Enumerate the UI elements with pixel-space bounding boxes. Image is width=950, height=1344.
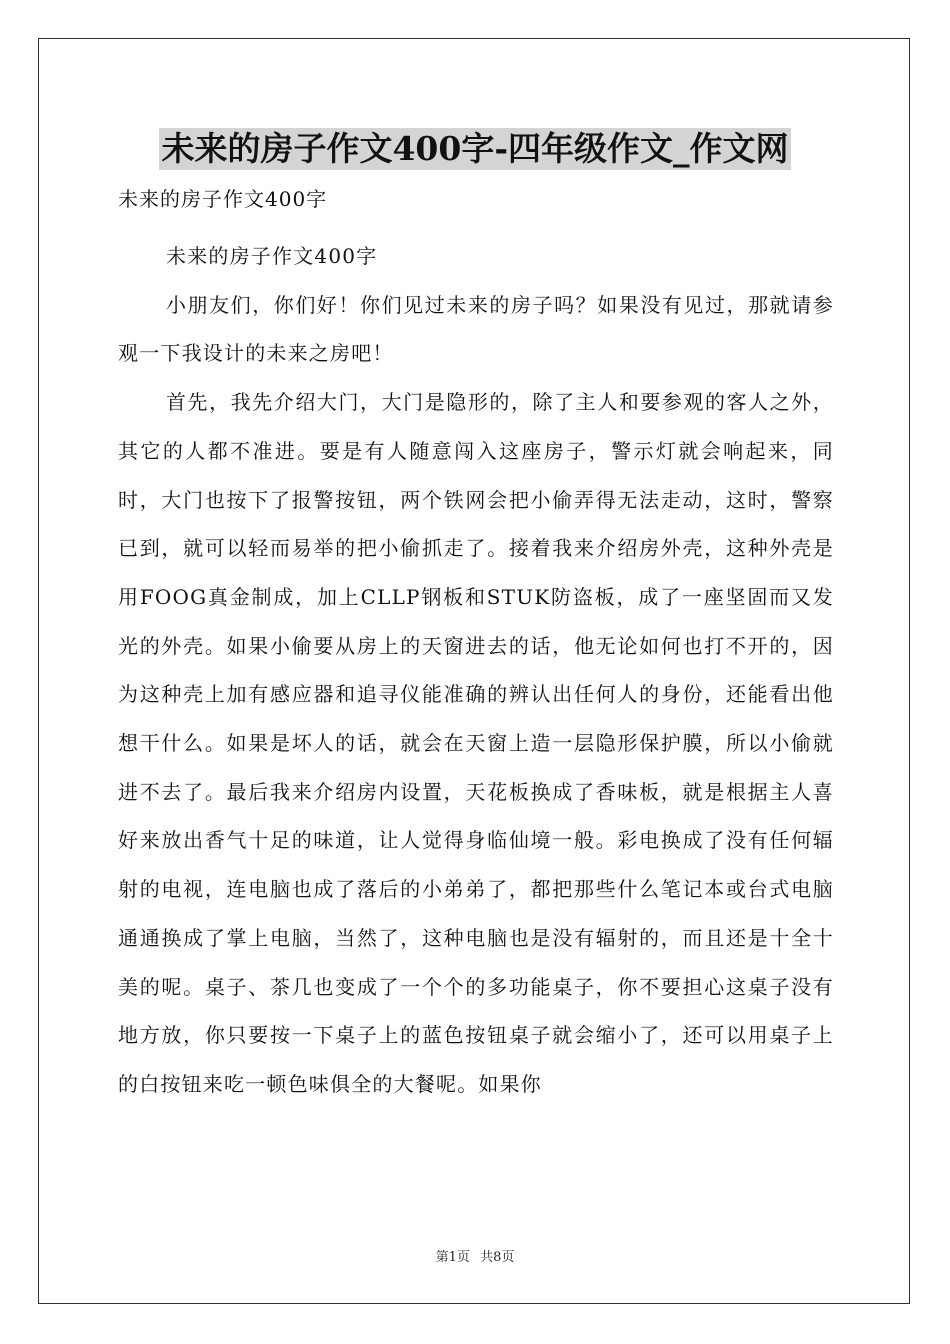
title-container (0, 128, 950, 170)
page-total: 共8页 (480, 1250, 515, 1265)
paragraph-heading: 未来的房子作文400字 (166, 244, 378, 268)
page-footer (0, 1246, 950, 1265)
paragraph-intro: 小朋友们，你们好！你们见过未来的房子吗？如果没有见过，那就请参观一下我设计的未来之房吧！ (118, 292, 834, 366)
document-subtitle: 未来的房子作文400字 (118, 187, 328, 211)
page-number: 第1页 (435, 1250, 470, 1265)
document-body (118, 232, 834, 1109)
document-title: 未来的房子作文400字-四年级作文_作文网 (161, 129, 789, 168)
paragraph-main: 首先，我先介绍大门，大门是隐形的，除了主人和要参观的客人之外，其它的人都不准进。要是有人随意闯入这座房子，警示灯就会响起来，同时，大门也按下了报警按钮，两个铁网会把小偷弄得无法走动，这时，警察已到，就可以轻而易举的把小偷抓走了。接着我来介绍房外壳，这种外壳是用FOOG真金制成，加上CLLP钢板和STUK防盗板，成了一座坚固而又发光的外壳。如果小偷要从房上的天窗进去的话，他无论如何也打不开的，因为这种壳上加有感应器和追寻仪能准确的辨认出任何人的身份，还能看出他想干什么。如果是坏人的话，就会在天窗上造一层隐形保护膜，所以小偷就进不去了。最后我来介绍房内设置，天花板换成了香味板，就是根据主人喜好来放出香气十足的味道，让人觉得身临仙境一般。彩电换成了没有任何辐射的电视，连电脑也成了落后的小弟弟了，都把那些什么笔记本或台式电脑通通换成了掌上电脑，当然了，这种电脑也是没有辐射的，而且还是十全十美的呢。桌子、茶几也变成了一个个的多功能桌子，你不要担心这桌子没有地方放，你只要按一下桌子上的蓝色按钮桌子就会缩小了，还可以用桌子上的白按钮来吃一顿色味俱全的大餐呢。如果你 (118, 390, 834, 1096)
